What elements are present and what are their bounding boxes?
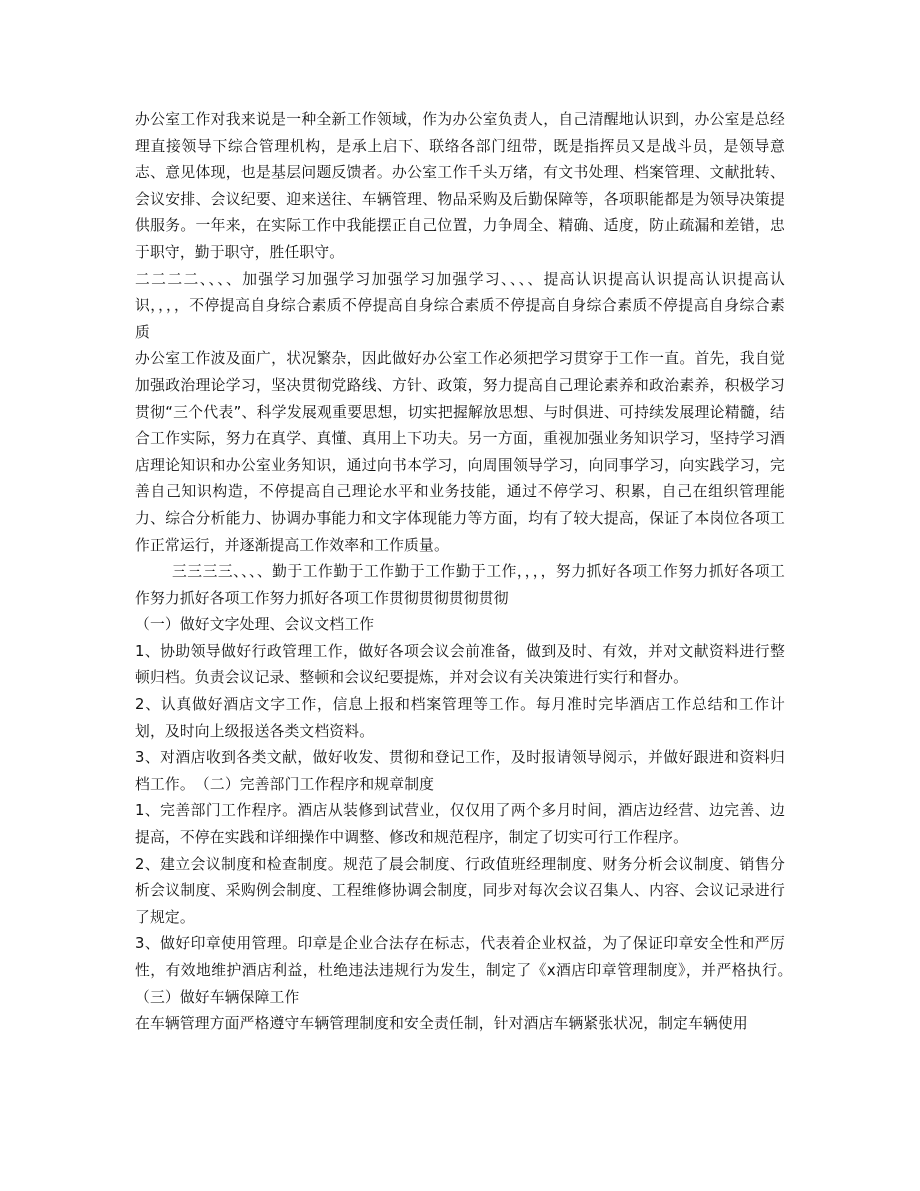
subsection-heading-documents: （一）做好文字处理、会议文档工作	[135, 616, 375, 634]
list-item-admin-assist: 1、协助领导做好行政管理工作，做好各项会议会前准备，做到及时、有效，并对文献资料进行整顿归档。负责会议记录、整顿和会议纪要提炼，并对会议有关决策进行实行和督办。	[135, 642, 785, 687]
list-item-procedures: 1、完善部门工作程序。酒店从装修到试营业，仅仅用了两个多月时间，酒店边经营、边完善、边提高，不停在实践和详细操作中调整、修改和规范程序，制定了切实可行工作程序。	[135, 802, 785, 847]
list-item-meeting-system: 2、建立会议制度和检查制度。规范了晨会制度、行政值班经理制度、财务分析会议制度、销售分析会议制度、采购例会制度、工程维修协调会制度，同步对每次会议召集人、内容、会议记录进行了规定。	[135, 855, 785, 926]
list-item-seal-management: 3、做好印章使用管理。印章是企业合法存在标志，代表着企业权益，为了保证印章安全性和严厉性，有效地维护酒店利益，杜绝违法违规行为发生，制定了《x酒店印章管理制度》，并严格执行。 （三）做好车辆保障工作	[135, 935, 800, 1006]
section-heading-work: 三三三三、、、、勤于工作勤于工作勤于工作勤于工作，，，，努力抓好各项工作努力抓好各项工作努力抓好各项工作努力抓好各项工作贯彻贯彻贯彻贯彻	[135, 563, 785, 607]
document-body	[135, 107, 800, 1038]
list-item-document-handling: 3、对酒店收到各类文献，做好收发、贯彻和登记工作，及时报请领导阅示，并做好跟进和资料归档工作。 （二）完善部门工作程序和规章制度	[135, 749, 785, 793]
section-heading-study: 二二二二、、、、加强学习加强学习加强学习加强学习、、、、提高认识提高认识提高认识提高认识，，，，不停提高自身综合素质不停提高自身综合素质不停提高自身综合素质不停提高自身综合素质	[135, 270, 785, 341]
study-paragraph: 办公室工作波及面广，状况繁杂，因此做好办公室工作必须把学习贯穿于工作一直。首先，我自觉加强政治理论学习，坚决贯彻党路线、方针、政策，努力提高自己理论素养和政治素养，积极学习贯彻“三个代表”、科学发展观重要思想，切实把握解放思想、与时俱进、可持续发展理论精髓，结合工作实际，努力在真学、真懂、真用上下功夫。另一方面，重视加强业务知识学习，坚持学习酒店理论知识和办公室业务知识，通过向书本学习，向周围领导学习，向同事学习，向实践学习，完善自己知识构造，不停提高自己理论水平和业务技能，通过不停学习、积累，自己在组织管理能力、综合分析能力、协调办事能力和文字体现能力等方面，均有了较大提高，保证了本岗位各项工作正常运行，并逐渐提高工作效率和工作质量。	[135, 350, 785, 554]
list-item-text-work: 2、认真做好酒店文字工作，信息上报和档案管理等工作。每月准时完毕酒店工作总结和工作计划，及时向上级报送各类文档资料。	[135, 696, 785, 740]
intro-paragraph: 办公室工作对我来说是一种全新工作领域，作为办公室负责人，自己清醒地认识到，办公室是总经理直接领导下综合管理机构，是承上启下、联络各部门纽带，既是指挥员又是战斗员，是领导意志、意见体现，也是基层问题反馈者。办公室工作千头万绪，有文书处理、档案管理、文献批转、会议安排、会议纪要、迎来送往、车辆管理、物品采购及后勤保障等，各项职能都是为领导决策提供服务。一年来，在实际工作中我能摆正自己位置，力争周全、精确、适度，防止疏漏和差错，忠于职守，勤于职守，胜任职守。	[135, 111, 785, 261]
vehicle-paragraph: 在车辆管理方面严格遵守车辆管理制度和安全责任制，针对酒店车辆紧张状况，制定车辆使用	[135, 1015, 748, 1033]
